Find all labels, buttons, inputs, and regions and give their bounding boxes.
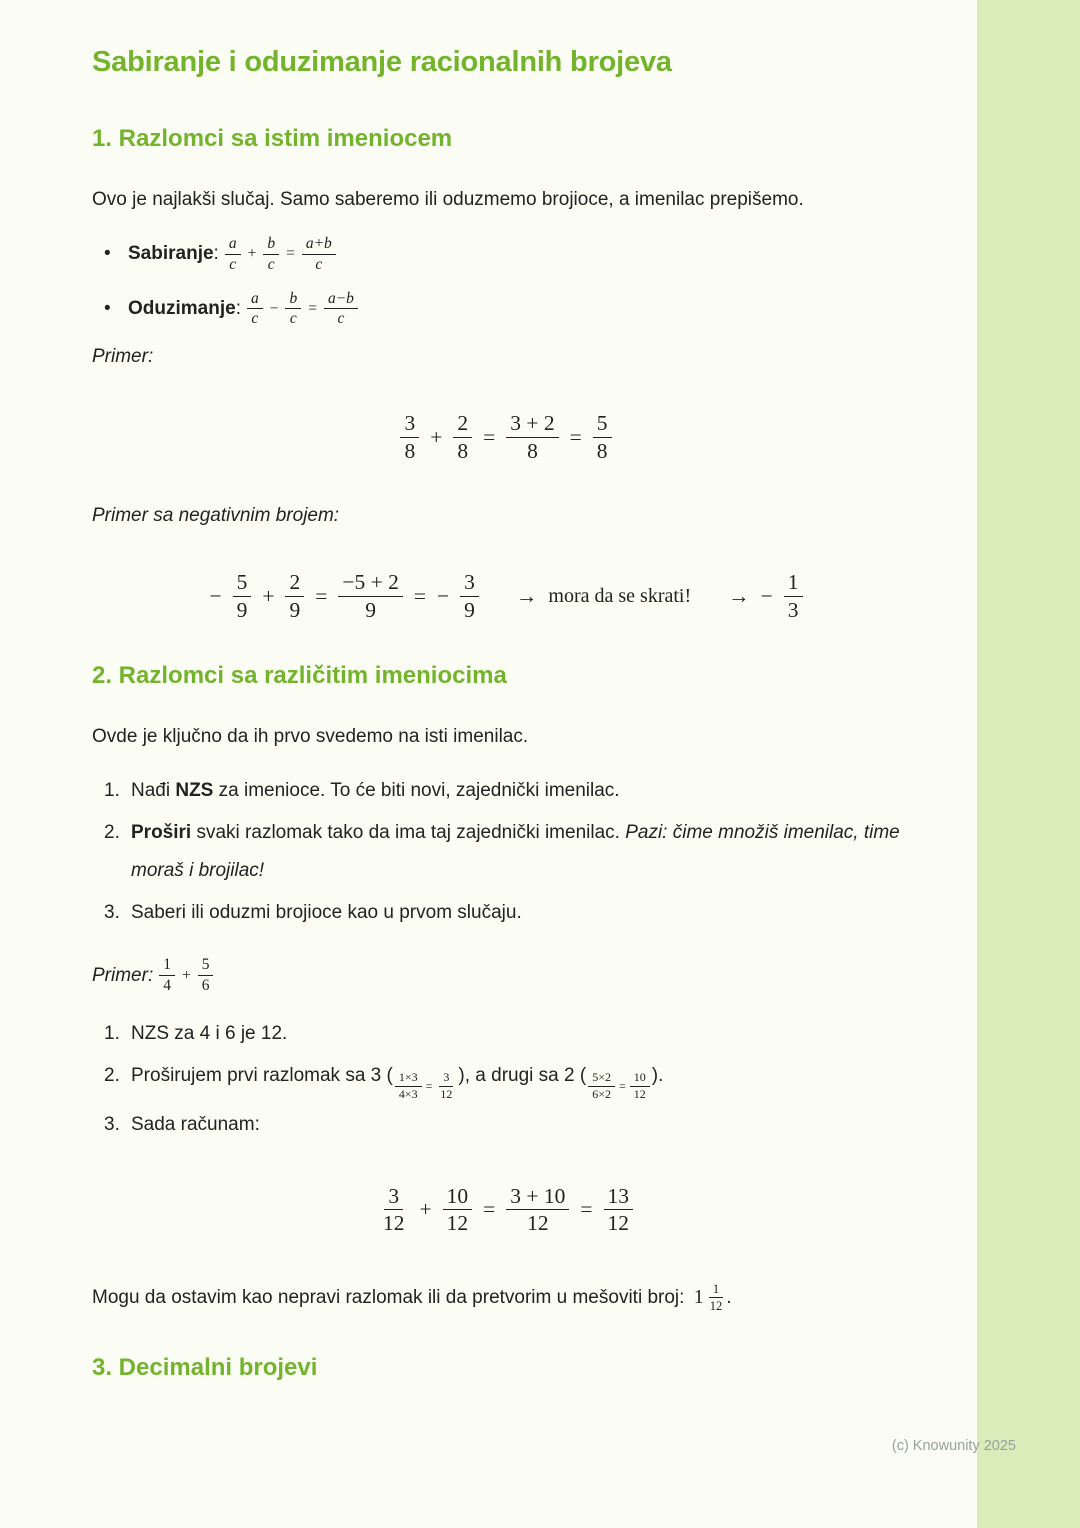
numerator: 10: [443, 1184, 473, 1211]
minus-sign: −: [437, 583, 450, 608]
step-number: 3.: [104, 902, 120, 924]
numerator: 5: [233, 570, 252, 597]
step-item-3: [92, 894, 920, 932]
equals-sign: =: [413, 583, 427, 608]
numerator: 2: [285, 570, 304, 597]
step-text: Nađi NZS za imenioce. To će biti novi, zajednički imenilac.: [131, 780, 620, 802]
fraction: [233, 570, 252, 622]
expansion-math-2: [588, 1071, 650, 1102]
bullet-icon: •: [104, 243, 111, 265]
numerator: a−b: [324, 290, 358, 310]
numerator: 3: [400, 411, 419, 438]
calculation-steps-list: [92, 1015, 920, 1144]
rule-sub-formula: [247, 290, 358, 329]
numerator: 3: [460, 570, 479, 597]
denominator: 12: [633, 1086, 646, 1101]
plus-operator: +: [262, 583, 275, 608]
denominator: 9: [464, 597, 475, 622]
right-arrow-icon: →: [515, 583, 538, 608]
fraction: [506, 1184, 569, 1236]
mixed-number: [694, 1282, 727, 1314]
fraction: [379, 1184, 409, 1236]
denominator: 4×3: [398, 1086, 418, 1101]
fraction: [395, 1071, 422, 1102]
equals-sign: =: [425, 1079, 433, 1094]
plus-operator: +: [430, 424, 443, 449]
bullet-icon: •: [104, 297, 111, 319]
step-item-1: [92, 772, 920, 810]
rule-term: Oduzimanje: [128, 297, 236, 319]
step-number: 1.: [104, 780, 120, 802]
equals-sign: =: [286, 245, 295, 263]
calc-step-3: [92, 1106, 920, 1144]
fraction: [285, 290, 301, 329]
simplify-note: mora da se skrati!: [548, 584, 692, 607]
denominator: 4: [163, 977, 171, 995]
equals-sign: =: [569, 424, 582, 449]
equals-sign: =: [618, 1079, 626, 1094]
equals-sign: =: [483, 424, 496, 449]
fraction: [247, 290, 263, 329]
plus-operator: +: [247, 245, 257, 263]
numerator: 1×3: [395, 1071, 422, 1087]
fraction: [588, 1071, 615, 1102]
step-item-2: [92, 814, 920, 890]
numerator: 10: [630, 1071, 650, 1087]
denominator: 8: [596, 438, 608, 463]
denominator: 12: [527, 1211, 549, 1236]
closing-paragraph: Mogu da ostavim kao nepravi razlomak ili da pretvorim u mešoviti broj: 1 $\frac{1}{12}$ .: [92, 1281, 732, 1314]
numerator: a+b: [302, 235, 336, 255]
numerator: 5×2: [588, 1071, 615, 1087]
numerator: 1: [709, 1282, 723, 1298]
rule-colon: :: [213, 243, 219, 265]
section-1-intro: Ovo je najlakši slučaj. Samo saberemo ili oduzmemo brojioce, a imenilac prepišemo.: [92, 189, 804, 210]
fraction: [460, 570, 479, 622]
expansion-math-1: [395, 1071, 457, 1102]
section-1-heading: 1. Razlomci sa istim imeniocem: [92, 125, 453, 152]
numerator: 5: [198, 956, 214, 976]
numerator: 3: [384, 1184, 403, 1211]
fraction: [198, 956, 214, 995]
numerator: a: [225, 235, 241, 255]
calc-step-2: [92, 1057, 920, 1102]
denominator: 12: [382, 1211, 405, 1236]
fraction: [225, 235, 241, 274]
numerator: 1: [159, 956, 175, 976]
example-label-negative: Primer sa negativnim brojem:: [92, 505, 340, 527]
step-text: NZS za 4 i 6 je 12.: [131, 1022, 288, 1044]
warning-note: Pazi: čime množiš imenilac, time moraš i brojilac!: [131, 822, 900, 882]
step-number: 2.: [104, 1064, 120, 1086]
fraction: [159, 956, 175, 995]
numerator: 3 + 10: [506, 1184, 569, 1211]
denominator: 12: [709, 1299, 723, 1314]
minus-sign: −: [209, 583, 222, 608]
denominator: 12: [440, 1086, 453, 1101]
denominator: 12: [607, 1211, 630, 1236]
rule-colon: :: [235, 297, 241, 319]
denominator: 8: [457, 438, 469, 463]
equals-sign: =: [483, 1197, 496, 1222]
numerator: b: [285, 290, 301, 310]
denominator: c: [229, 255, 237, 273]
numerator: 3 + 2: [506, 411, 558, 438]
step-number: 3.: [104, 1113, 120, 1135]
numerator: b: [263, 235, 279, 255]
rule-sabiranje: [104, 235, 920, 274]
numerator: 5: [593, 411, 612, 438]
denominator: 9: [365, 597, 376, 622]
step-text: Proširujem prvi razlomak sa 3 ( $\frac{1\times 3}{4\times 3}$ = $\frac{3}{12}$ ), a drugi sa 2 ( $\frac{5\times 2}{6\times 2}$ = $\frac{10}{12}$ ).: [131, 1064, 664, 1101]
footer-copyright: (c) Knowunity 2025: [891, 1438, 1016, 1454]
fraction: [630, 1071, 650, 1102]
section-2-heading: 2. Razlomci sa različitim imeniocima: [92, 662, 507, 690]
numerator: 2: [453, 411, 472, 438]
denominator: 3: [787, 597, 799, 622]
rule-oduzimanje: [104, 290, 920, 329]
fraction: [604, 1184, 634, 1236]
example-label-primer: Primer:: [92, 964, 154, 986]
section-3-heading: 3. Decimalni brojevi: [92, 1353, 318, 1381]
example-label-primer: Primer:: [92, 346, 154, 368]
period: .: [726, 1286, 732, 1308]
fraction: [453, 411, 472, 463]
prosiri-term: Proširi: [131, 822, 192, 844]
numerator: 1: [784, 570, 803, 597]
fraction: [302, 235, 336, 274]
denominator: 8: [527, 438, 538, 463]
minus-sign: −: [760, 583, 773, 608]
whole-part: 1: [693, 1286, 704, 1309]
fraction: [706, 1282, 727, 1314]
step-text: Sada računam:: [131, 1113, 260, 1135]
formula-same-denominator: [92, 411, 920, 463]
fraction: [506, 411, 558, 463]
section-2-intro: Ovde je ključno da ih prvo svedemo na isti imenilac.: [92, 726, 529, 748]
rule-add-formula: [225, 235, 336, 274]
page-title: Sabiranje i oduzimanje racionalnih brojeva: [92, 46, 672, 78]
equals-sign: =: [315, 583, 328, 608]
denominator: 9: [236, 597, 248, 622]
minus-operator: −: [269, 299, 279, 317]
fraction: [338, 570, 403, 622]
fraction: [263, 235, 279, 274]
rule-term: Sabiranje: [128, 243, 214, 265]
step-number: 1.: [104, 1022, 120, 1044]
denominator: 6: [201, 977, 210, 995]
formula-different-denominator: [92, 1184, 920, 1236]
inline-example: [92, 956, 920, 995]
plus-operator: +: [419, 1197, 432, 1222]
denominator: c: [251, 310, 259, 328]
inline-example-formula: [159, 956, 213, 995]
denominator: 9: [289, 597, 301, 622]
formula-negative-example: [92, 570, 920, 622]
fraction: [324, 290, 358, 329]
right-arrow-icon: →: [728, 583, 750, 608]
step-text: Saberi ili oduzmi brojioce kao u prvom slučaju.: [131, 902, 522, 924]
fraction: [400, 411, 419, 463]
nzs-term: NZS: [175, 780, 214, 802]
numerator: a: [247, 290, 263, 310]
numerator: −5 + 2: [338, 570, 403, 597]
denominator: c: [267, 255, 275, 273]
step-number: 2.: [104, 822, 120, 844]
method-steps-list: [92, 772, 920, 932]
fraction: [784, 570, 803, 622]
calc-step-1: [92, 1015, 920, 1053]
denominator: c: [337, 310, 345, 328]
rules-list: [92, 235, 920, 328]
equals-sign: =: [308, 299, 317, 317]
denominator: c: [315, 255, 323, 273]
denominator: 12: [446, 1211, 469, 1236]
equals-sign: =: [580, 1197, 593, 1222]
denominator: c: [289, 310, 297, 328]
numerator: 3: [439, 1071, 453, 1087]
plus-operator: +: [181, 966, 191, 984]
fraction: [443, 1184, 473, 1236]
denominator: 8: [404, 438, 416, 463]
fraction: [436, 1071, 456, 1102]
step-text: Proširi svaki razlomak tako da ima taj zajednički imenilac. Pazi: čime množiš imenilac, time moraš i brojilac!: [131, 822, 900, 882]
denominator: 6×2: [592, 1086, 611, 1101]
numerator: 13: [604, 1184, 634, 1211]
fraction: [593, 411, 612, 463]
fraction: [285, 570, 304, 622]
